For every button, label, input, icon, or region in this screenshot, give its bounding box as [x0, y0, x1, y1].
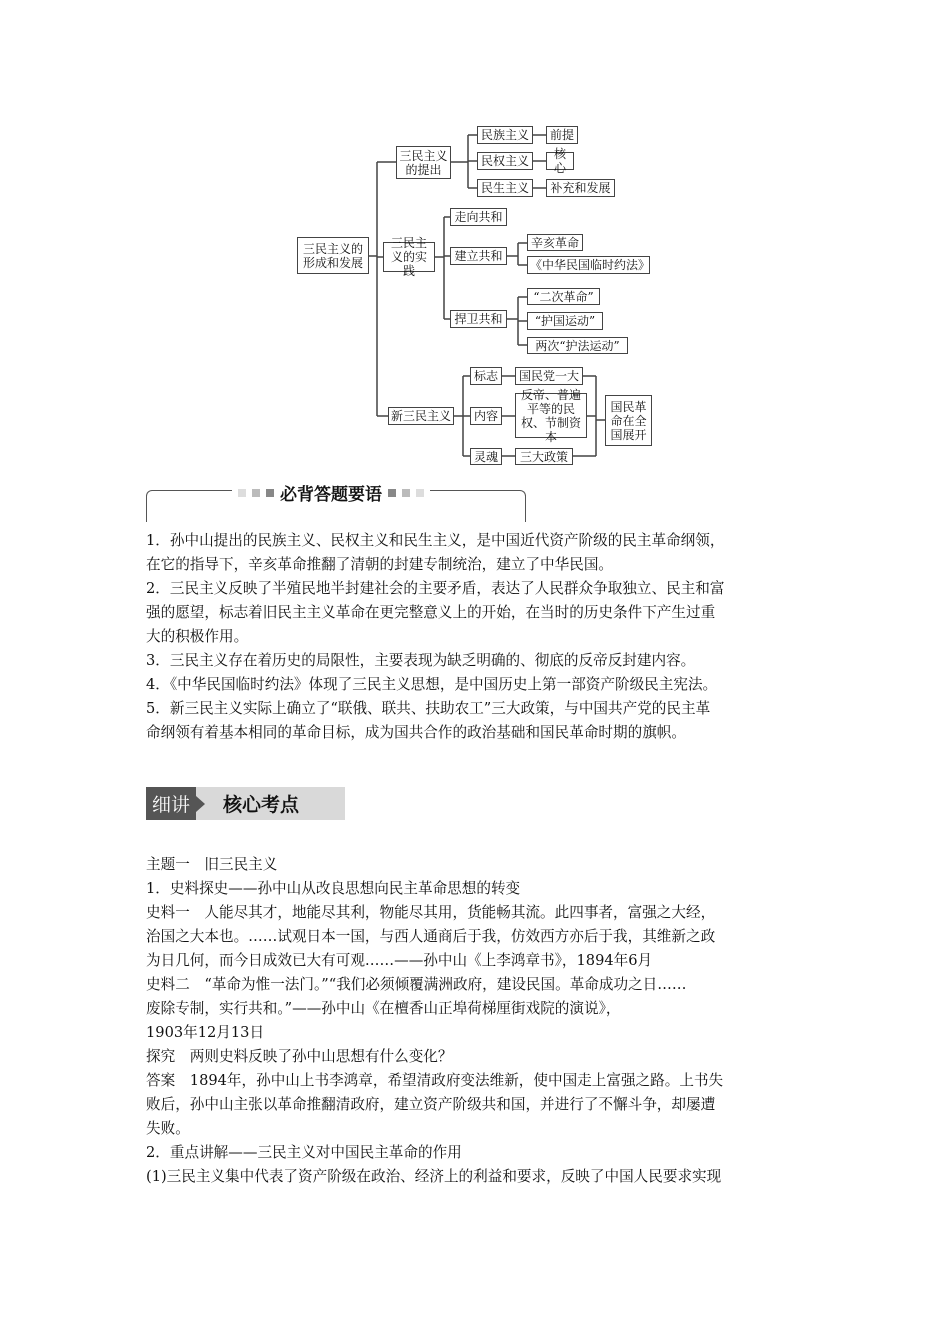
text-line: 3．三民主义存在着历史的局限性，主要表现为缺乏明确的、彻底的反帝反封建内容。 [146, 652, 696, 669]
node-content: 内容 [470, 407, 502, 425]
node-xinhai: 辛亥革命 [527, 234, 583, 251]
node-livelihood: 民生主义 [477, 179, 533, 197]
text-line: 2．重点讲解——三民主义对中国民主革命的作用 [146, 1144, 462, 1161]
banner-title: 核心考点 [223, 794, 300, 816]
note-supplement: 补充和发展 [546, 179, 615, 197]
text-line: 强的愿望，标志着旧民主主义革命在更完整意义上的开始，在当时的历史条件下产生过重 [146, 604, 716, 621]
node-proposal: 三民主义的提出 [396, 146, 451, 179]
section-banner [146, 787, 345, 820]
node-nationalism: 民族主义 [477, 126, 533, 144]
node-provisional-constitution: 《中华民国临时约法》 [527, 256, 650, 274]
node-soul: 灵魂 [470, 448, 502, 465]
text-line: 废除专制，实行共和。”——孙中山《在檀香山正埠荷梯厘街戏院的演说》， [146, 1000, 621, 1017]
node-establish-republic: 建立共和 [450, 247, 507, 265]
node-practice: 三民主义的实践 [383, 242, 435, 272]
text-line: 5．新三民主义实际上确立了“联俄、联共、扶助农工”三大政策，与中国共产党的民主革 [146, 700, 711, 717]
text-line: 探究 两则史料反映了孙中山思想有什么变化？ [146, 1048, 453, 1065]
text-line: 大的积极作用。 [146, 628, 249, 645]
text-line: 1．孙中山提出的民族主义、民权主义和民生主义，是中国近代资产阶级的民主革命纲领， [146, 532, 725, 549]
banner-arrow-icon [196, 796, 205, 812]
text-line: 失败。 [146, 1120, 190, 1137]
text-line: 2．三民主义反映了半殖民地半封建社会的主要矛盾，表达了人民群众争取独立、民主和富 [146, 580, 725, 597]
note-three-policies: 三大政策 [515, 448, 573, 465]
note-content-detail: 反帝、普遍平等的民权、节制资本 [515, 393, 587, 438]
root-node: 三民主义的形成和发展 [297, 237, 369, 274]
text-line: 史料二 “革命为惟一法门。”“我们必须倾覆满洲政府，建设民国。革命成功之日…… [146, 976, 687, 993]
node-defend-republic: 捍卫共和 [450, 310, 507, 328]
node-democracy: 民权主义 [477, 152, 533, 170]
text-line: (1)三民主义集中代表了资产阶级在政治、经济上的利益和要求，反映了中国人民要求实现 [146, 1168, 722, 1185]
banner-tag: 细讲 [146, 787, 196, 820]
text-line: 1．史料探史——孙中山从改良思想向民主革命思想的转变 [146, 880, 521, 897]
node-new-three-principles: 新三民主义 [388, 407, 454, 425]
note-kmt-congress: 国民党一大 [515, 367, 583, 385]
text-line: 史料一 人能尽其才，地能尽其利，物能尽其用，货能畅其流。此四事者，富强之大经， [146, 904, 716, 921]
node-toward-republic: 走向共和 [450, 208, 507, 226]
node-symbol: 标志 [470, 367, 502, 385]
node-national-revolution: 国民革命在全国展开 [605, 395, 652, 446]
node-second-revolution: “二次革命” [527, 288, 600, 305]
text-line: 1903年12月13日 [146, 1024, 265, 1041]
text-line: 为日几何，而今日成效已大有可观……——孙中山《上李鸿章书》，1894年6月 [146, 952, 653, 969]
key-points-title: 必背答题要语 [280, 485, 382, 505]
note-core: 核心 [546, 152, 574, 170]
text-line: 4．《中华民国临时约法》体现了三民主义思想，是中国历史上第一部资产阶级民主宪法。 [146, 676, 718, 693]
text-line: 败后，孙中山主张以革命推翻清政府，建立资产阶级共和国，并进行了不懈斗争，却屡遭 [146, 1096, 716, 1113]
key-points-heading [232, 480, 430, 505]
text-line: 治国之大本也。……试观日本一国，与西人通商后于我，仿效西方亦后于我，其维新之政 [146, 928, 716, 945]
text-line: 命纲领有着基本相同的革命目标，成为国共合作的政治基础和国民革命时期的旗帜。 [146, 724, 686, 741]
node-protect-nation: “护国运动” [527, 312, 603, 330]
note-premise: 前提 [546, 126, 578, 144]
text-line: 答案 1894年，孙中山上书李鸿章，希望清政府变法维新，使中国走上富强之路。上书失 [146, 1072, 724, 1089]
node-protect-law: 两次“护法运动” [527, 337, 628, 354]
text-line: 在它的指导下，辛亥革命推翻了清朝的封建专制统治，建立了中华民国。 [146, 556, 614, 573]
text-line: 主题一 旧三民主义 [146, 856, 278, 873]
